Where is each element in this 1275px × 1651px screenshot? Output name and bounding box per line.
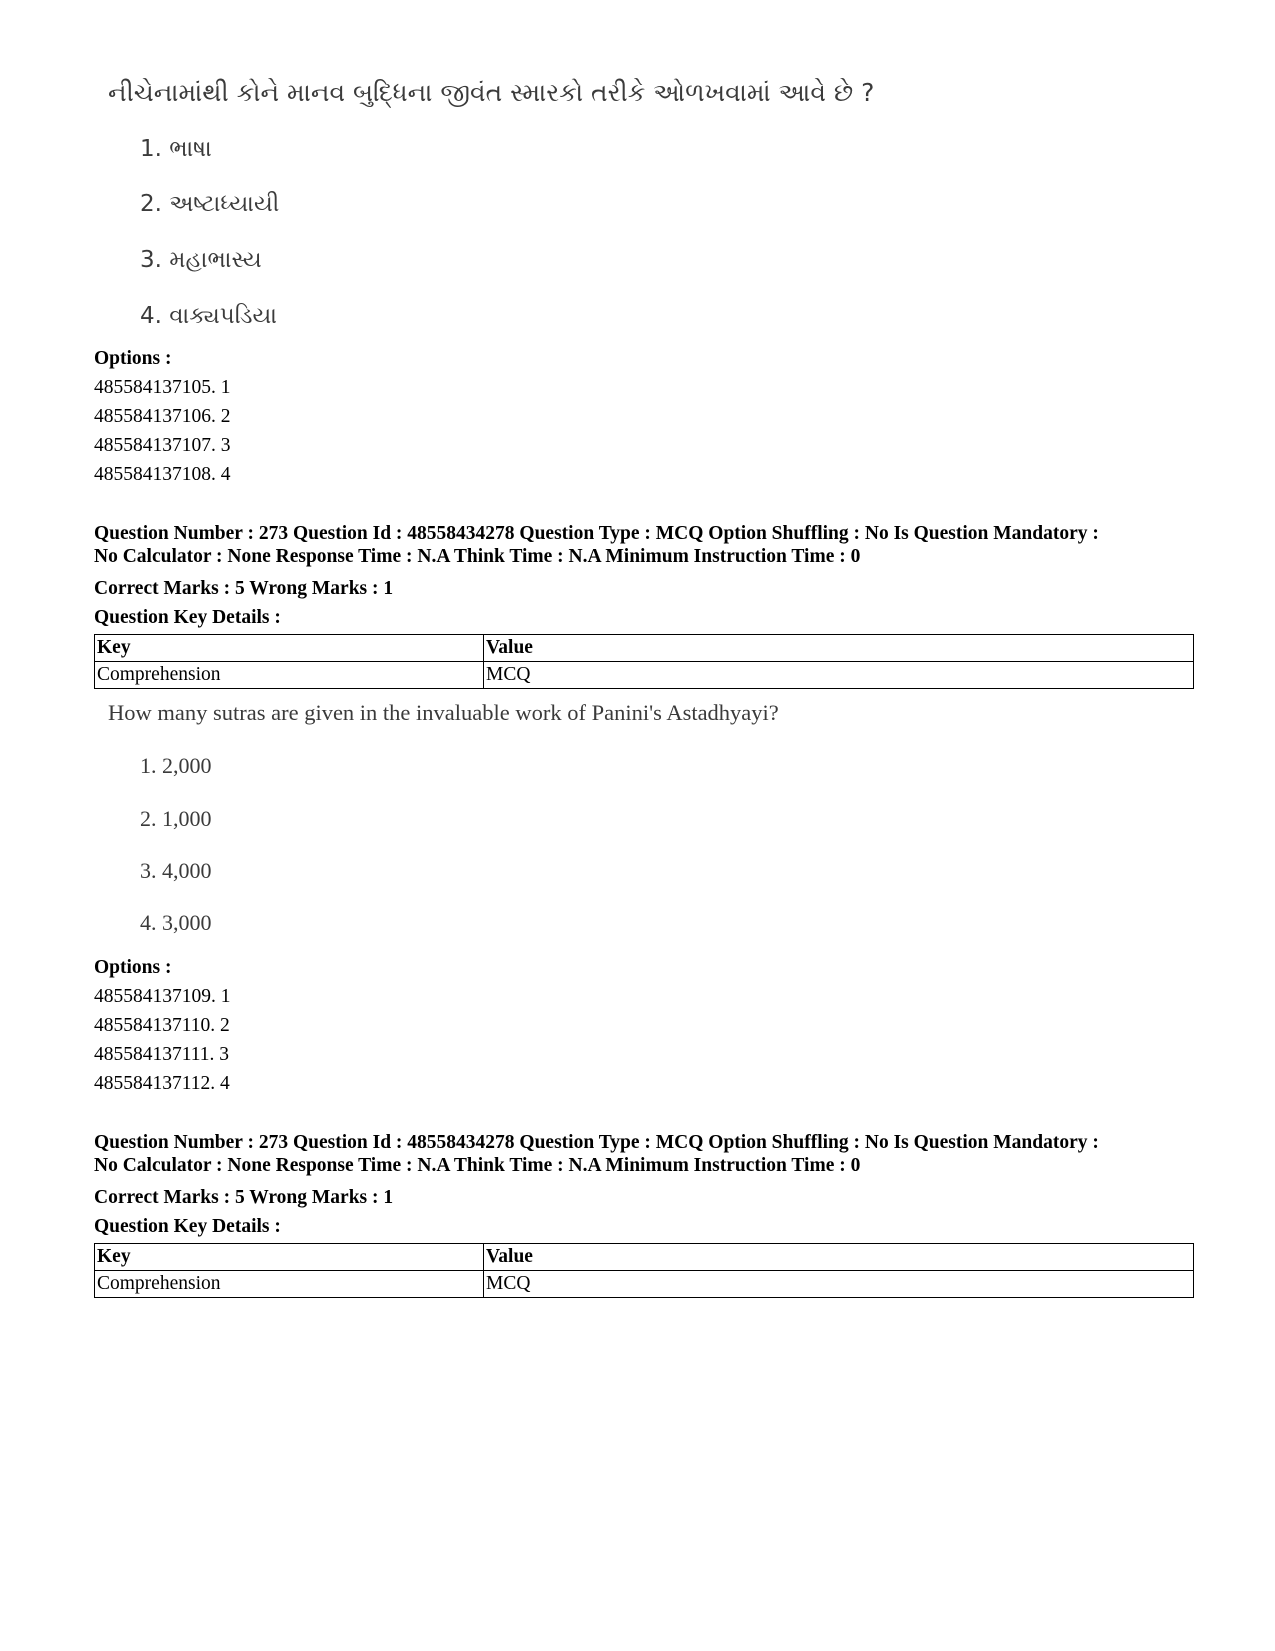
question-meta-1	[94, 522, 1194, 689]
options-block-1	[94, 344, 1194, 489]
table-header-row	[95, 1244, 1194, 1271]
key-details-table	[94, 634, 1194, 689]
question-info-line: Question Number : 273 Question Id : 48558434278 Question Type : MCQ Option Shuffling : No Is Question Mandatory :	[94, 523, 1099, 544]
choice-2: 2. અષ્ટાધ્યાયી	[140, 191, 280, 217]
table-row	[95, 1271, 1194, 1298]
key-header-cell: Key	[95, 635, 484, 662]
value-header-cell: Value	[484, 1244, 1194, 1271]
key-details-label: Question Key Details :	[94, 607, 281, 628]
question-text: નીચેનામાંથી કોને માનવ બુદ્ધિના જીવંત સ્મારકો તરીકે ઓળખવામાં આવે છે ?	[108, 78, 875, 107]
key-cell: Comprehension	[95, 662, 484, 689]
choice-2: 2. 1,000	[140, 806, 212, 831]
option-id-line: 485584137107. 3	[94, 435, 231, 456]
question-meta-2	[94, 1131, 1194, 1298]
option-id-line: 485584137112. 4	[94, 1073, 230, 1094]
option-id-line: 485584137105. 1	[94, 377, 231, 398]
choice-1: 1. 2,000	[140, 753, 212, 778]
marks-line: Correct Marks : 5 Wrong Marks : 1	[94, 578, 394, 599]
option-id-line: 485584137110. 2	[94, 1015, 230, 1036]
options-block-2	[94, 953, 1194, 1098]
option-id-line: 485584137109. 1	[94, 986, 231, 1007]
choice-4: 4. 3,000	[140, 910, 212, 935]
value-cell: MCQ	[484, 1271, 1194, 1298]
table-row	[95, 662, 1194, 689]
choice-4: 4. વાક્યપડિયા	[140, 303, 278, 329]
key-header-cell: Key	[95, 1244, 484, 1271]
question-info-line: No Calculator : None Response Time : N.A Think Time : N.A Minimum Instruction Time : 0	[94, 546, 861, 567]
options-label: Options :	[94, 348, 172, 369]
question-text: How many sutras are given in the invaluable work of Panini's Astadhyayi?	[108, 700, 779, 725]
marks-line: Correct Marks : 5 Wrong Marks : 1	[94, 1187, 394, 1208]
value-header-cell: Value	[484, 635, 1194, 662]
options-label: Options :	[94, 957, 172, 978]
key-cell: Comprehension	[95, 1271, 484, 1298]
option-id-line: 485584137111. 3	[94, 1044, 230, 1065]
question-info-line: No Calculator : None Response Time : N.A Think Time : N.A Minimum Instruction Time : 0	[94, 1155, 861, 1176]
choice-1: 1. ભાષા	[140, 136, 212, 162]
option-id-line: 485584137108. 4	[94, 464, 231, 485]
value-cell: MCQ	[484, 662, 1194, 689]
option-id-line: 485584137106. 2	[94, 406, 231, 427]
key-details-label: Question Key Details :	[94, 1216, 281, 1237]
question-info-line: Question Number : 273 Question Id : 48558434278 Question Type : MCQ Option Shuffling : No Is Question Mandatory :	[94, 1132, 1099, 1153]
choice-3: 3. 4,000	[140, 858, 212, 883]
table-header-row	[95, 635, 1194, 662]
question-image-gujarati	[108, 78, 1008, 348]
question-image-english	[108, 700, 1008, 940]
choice-3: 3. મહાભાસ્ય	[140, 247, 262, 273]
key-details-table	[94, 1243, 1194, 1298]
